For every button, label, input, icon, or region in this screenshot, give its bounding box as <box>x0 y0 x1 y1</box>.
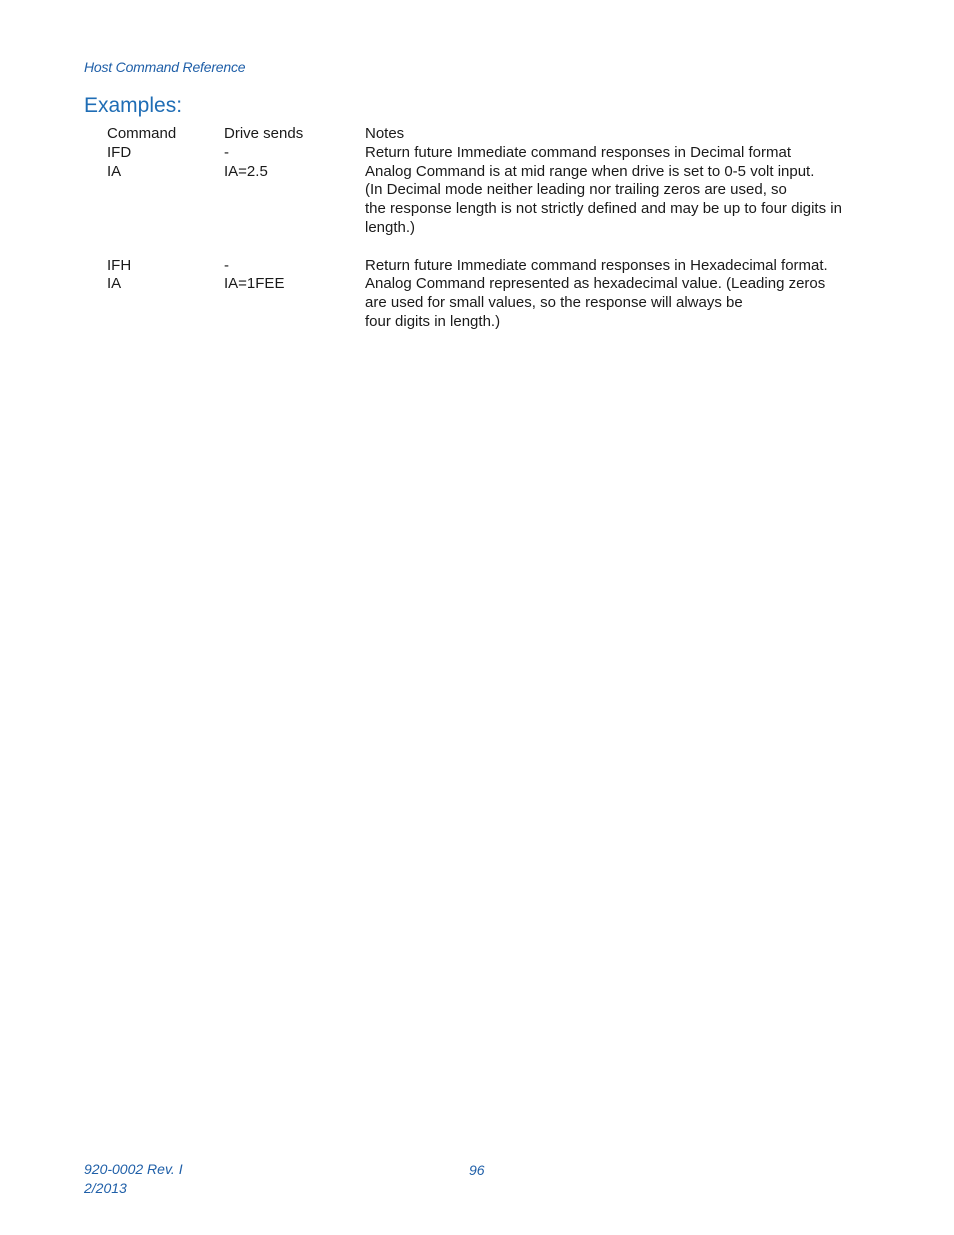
cell-command: IFD <box>107 143 132 161</box>
cell-command: IA <box>107 162 122 180</box>
header-drive-sends: Drive sends <box>224 125 304 142</box>
cell-command: IFH <box>107 256 132 274</box>
table-row <box>107 313 877 332</box>
cell-notes: are used for small values, so the response will always be <box>365 294 743 312</box>
footer-doc-info <box>84 1160 183 1198</box>
row-spacer <box>107 238 877 257</box>
cell-command <box>107 294 224 313</box>
table-row <box>107 275 877 294</box>
examples-table <box>107 125 877 332</box>
table-row <box>107 294 877 313</box>
table-row <box>107 181 877 200</box>
header-command: Command <box>107 125 177 142</box>
table-row <box>107 219 877 238</box>
cell-drive-sends <box>224 181 365 200</box>
page-number: 96 <box>469 1162 485 1178</box>
header-notes: Notes <box>365 125 405 142</box>
table-header-row <box>107 125 877 144</box>
cell-command <box>107 200 224 219</box>
cell-notes: Return future Immediate command responses in Decimal format <box>365 143 792 161</box>
cell-drive-sends <box>224 294 365 313</box>
table-row <box>107 163 877 182</box>
footer-date: 2/2013 <box>84 1180 127 1196</box>
cell-notes: Return future Immediate command responses in Hexadecimal format. <box>365 256 828 274</box>
cell-drive-sends: - <box>224 143 229 161</box>
cell-command <box>107 219 224 238</box>
cell-command <box>107 181 224 200</box>
table-row <box>107 257 877 276</box>
section-title: Examples: <box>84 94 183 117</box>
cell-drive-sends <box>224 313 365 332</box>
cell-notes: Analog Command is at mid range when drive is set to 0-5 volt input. <box>365 162 815 180</box>
cell-drive-sends: - <box>224 256 229 274</box>
cell-drive-sends: IA=1FEE <box>224 275 285 293</box>
cell-drive-sends: IA=2.5 <box>224 162 268 180</box>
cell-notes: four digits in length.) <box>365 312 501 330</box>
cell-notes: Analog Command represented as hexadecimal value. (Leading zeros <box>365 275 826 293</box>
cell-notes: the response length is not strictly defined and may be up to four digits in <box>365 200 842 218</box>
table-row <box>107 200 877 219</box>
cell-drive-sends <box>224 219 365 238</box>
cell-command: IA <box>107 275 122 293</box>
cell-notes: (In Decimal mode neither leading nor trailing zeros are used, so <box>365 181 787 199</box>
cell-command <box>107 313 224 332</box>
table-row <box>107 144 877 163</box>
cell-drive-sends <box>224 200 365 219</box>
cell-notes: length.) <box>365 218 416 236</box>
running-header: Host Command Reference <box>84 59 246 75</box>
footer-doc-number: 920-0002 Rev. I <box>84 1161 183 1177</box>
